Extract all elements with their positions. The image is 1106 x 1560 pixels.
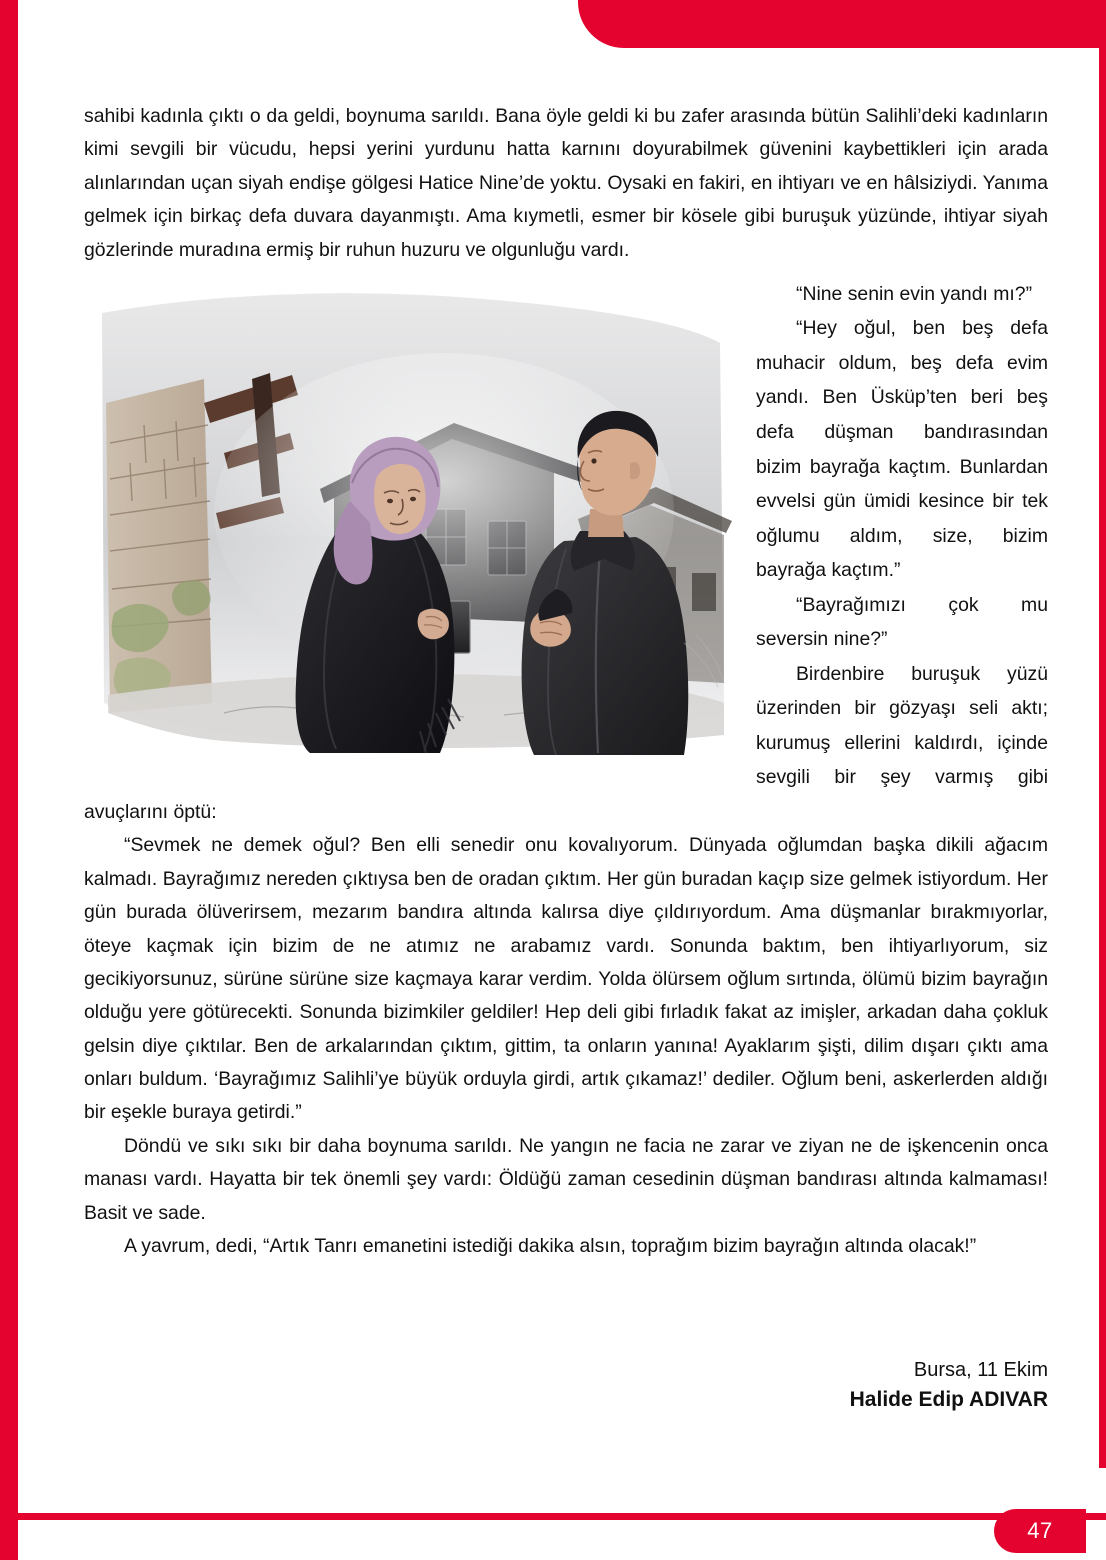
signature-block bbox=[84, 1359, 1048, 1412]
page-number: 47 bbox=[994, 1509, 1086, 1553]
page-border-left bbox=[0, 0, 18, 1560]
page-header-banner bbox=[578, 0, 1106, 48]
illustration-image bbox=[84, 283, 734, 763]
illustration-figure bbox=[84, 283, 734, 763]
dialogue-paragraph-3: “Bayrağımızı çok mu seversin nine?” bbox=[756, 593, 1048, 651]
page-content bbox=[84, 100, 1048, 1412]
page-footer-area bbox=[18, 1520, 1106, 1560]
page-border-left-tail bbox=[0, 1500, 18, 1560]
intro-paragraph: sahibi kadınla çıktı o da geldi, boynuma sarıldı. Bana öyle geldi ki bu zafer arasında bütün Salihli’deki kadınların kimi sevgili bir vücudu, hepsi yerini yurdunu hatta karnını doyurabilmek güvenini kaybettikleri için arada alınlarından uçan siyah endişe gölgesi Hatice Nine’de yoktu. Oysaki en fakiri, en ihtiyarı ve en hâlsiziydi. Yanıma gelmek için birkaç defa duvara dayanmıştı. Ama kıymetli, esmer bir kösele gibi buruşuk yüzünde, ihtiyar siyah gözlerinde muradına ermiş bir ruhun huzuru ve olgunluğu vardı. bbox=[84, 105, 1048, 261]
page-border-bottom bbox=[18, 1513, 1106, 1520]
body-continuation bbox=[84, 829, 1048, 1263]
body-paragraph-2: Döndü ve sıkı sıkı bir daha boynuma sarıldı. Ne yangın ne facia ne zarar ve ziyan ne de işkencenin onca manası vardı. Hayatta bir tek önemli şey vardı: Öldüğü zaman cesedinin düşman bandırası altında kalmaması! Basit ve sade. bbox=[84, 1134, 1048, 1224]
body-paragraph-1: “Sevmek ne demek oğul? Ben elli senedir onu kovalıyorum. Dünyada oğlumdan başka dikili ağacım kalmadı. Bayrağımız nereden çıktıysa ben de oradan çıktım. Her gün buradan kaçıp size gelmek istiyordum. Her gün burada ölüverirsem, mezarım bandıra altında kalırsa diye çıldırıyordum. Ama düşmanlar bırakmıyorlar, öteye kaçmak için bizim de ne atımız ne arabamız vardı. Sonunda baktım, ben ihtiyarlıyorum, siz gecikiyorsunuz, sürüne sürüne size kaçmaya karar verdim. Yolda ölürsem oğlum sırtında, ölümü bizim bayrağın olduğu yere götürecekti. Sonunda bizimkiler geldiler! Hep deli gibi fırladık fakat az imişler, arkadan daha çokluk gelsin diye çıktılar. Ben de arkalarından çıktım, gittim, ta onların yanına! Ayaklarım şişti, dilim dışarı çıktı ama onları buldum. ‘Bayrağımız Salihli’ye büyük orduyla girdi, artık çıkamaz!’ dediler. Oğlum beni, askerlerden aldığı bir eşekle buraya getirdi.” bbox=[84, 834, 1048, 1124]
signature-author: Halide Edip ADIVAR bbox=[849, 1388, 1048, 1412]
page-border-right bbox=[1099, 48, 1106, 1468]
dialogue-paragraph-1: “Nine senin evin yandı mı?” bbox=[796, 282, 1033, 305]
illustration-svg bbox=[84, 283, 734, 763]
figure-and-dialogue-block bbox=[84, 277, 1048, 830]
dialogue-paragraph-2: “Hey oğul, ben beş defa muhacir oldum, beş defa evim yandı. Ben Üsküp’ten beri beş defa düşman bandırasından bizim bayrağa kaçtım. Bunlardan evvelsi gün ümidi kesince bir tek oğlumu aldım, size, bizim bayrağa kaçtım.” bbox=[756, 317, 1048, 582]
body-paragraph-3: A yavrum, dedi, “Artık Tanrı emanetini istediği dakika alsın, toprağım bizim bayrağın altında olacak!” bbox=[124, 1234, 977, 1257]
signature-city-date: Bursa, 11 Ekim bbox=[913, 1359, 1048, 1382]
dialogue-paragraph-4: Birdenbire buruşuk yüzü üzerinden bir gözyaşı seli aktı; kurumuş ellerini kaldırdı, içinde sevgili bir şey varmış gibi avuçlarını öptü: bbox=[84, 662, 1048, 823]
